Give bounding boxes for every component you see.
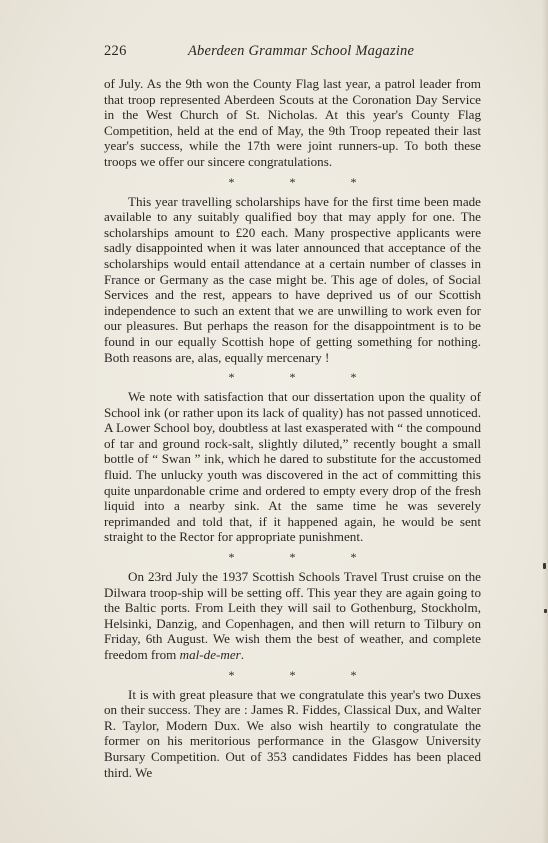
paragraph-school-ink: We note with satisfaction that our dissertation upon the quality of School ink (or rather upon its lack of quality) has not passed unnoticed. A Lower School boy, doubtless at last exasperated with “ the compound of tar and ground rock-salt, slightly diluted,” recently bought a small bottle of “ Swan ” ink, which he dared to substitute for the accustomed fluid. The unlucky youth was discovered in the act of committing this quite unpardonable crime and ordered to empty every drop of the fresh liquid into a nearby sink. At the same time he was severely reprimanded and told that, if it happened again, he would be sent straight to the Rector for appropriate punishment.: [104, 389, 481, 545]
section-separator: * * *: [228, 667, 383, 682]
paragraph-scouts: of July. As the 9th won the County Flag last year, a patrol leader from that troop represented Aberdeen Scouts at the Coronation Day Service in the West Church of St. Nicholas. At this year's County Flag Competition, held at the end of May, the 9th Troop repeated their last year's success, while the 17th were joint runners-up. To both these troops we offer our sincere congratulations.: [104, 76, 481, 169]
page-number: 226: [104, 43, 127, 59]
italic-phrase: mal-de-mer: [179, 647, 241, 662]
margin-speck: [544, 609, 547, 613]
section-separator: * * *: [228, 174, 383, 189]
page-header: [104, 43, 480, 63]
paragraph-travel-trust-text: On 23rd July the 1937 Scottish Schools Travel Trust cruise on the Dilwara troop-ship will be setting off. This year they are again going to the Baltic ports. From Leith they will sail to Gothenburg, Stockholm, Helsinki, Danzig, and Copenhagen, and then will return to Tilbury on Friday, 6th August. We wish them the best of weather, and complete freedom from: [104, 569, 481, 662]
section-separator: * * *: [228, 370, 383, 385]
paragraph-scholarships: This year travelling scholarships have for the first time been made available to any suitably qualified boy that may apply for one. The scholarships amount to £20 each. Many prospective applicants were sadly disappointed when it was later announced that acceptance of the scholarships would entail attendance at a certain number of classes in France or Germany as the case might be. This age of doles, of Social Services and the rest, appears to have deprived us of our Scottish independence to such an extent that we are unwilling to work even for our pleasures. But perhaps the reason for the disappointment is to be found in our equally Scottish hope of getting something for nothing. Both reasons are, alas, equally mercenary !: [104, 193, 481, 365]
paragraph-duxes: It is with great pleasure that we congratulate this year's two Duxes on their success. They are : James R. Fiddes, Classical Dux, and Walter R. Taylor, Modern Dux. We also wish heartily to congratulate the former on his meritorious performance in the Glasgow University Bursary Competition. Out of 353 candidates Fiddes has been placed third. We: [104, 686, 481, 780]
paragraph-travel-trust: [104, 569, 481, 663]
page-edge-shadow: [542, 0, 548, 843]
section-separator: * * *: [228, 550, 383, 565]
margin-speck: [543, 563, 546, 569]
running-title: Aberdeen Grammar School Magazine: [188, 43, 415, 59]
paragraph-end-punctuation: .: [240, 647, 245, 662]
article-body: [104, 76, 481, 780]
